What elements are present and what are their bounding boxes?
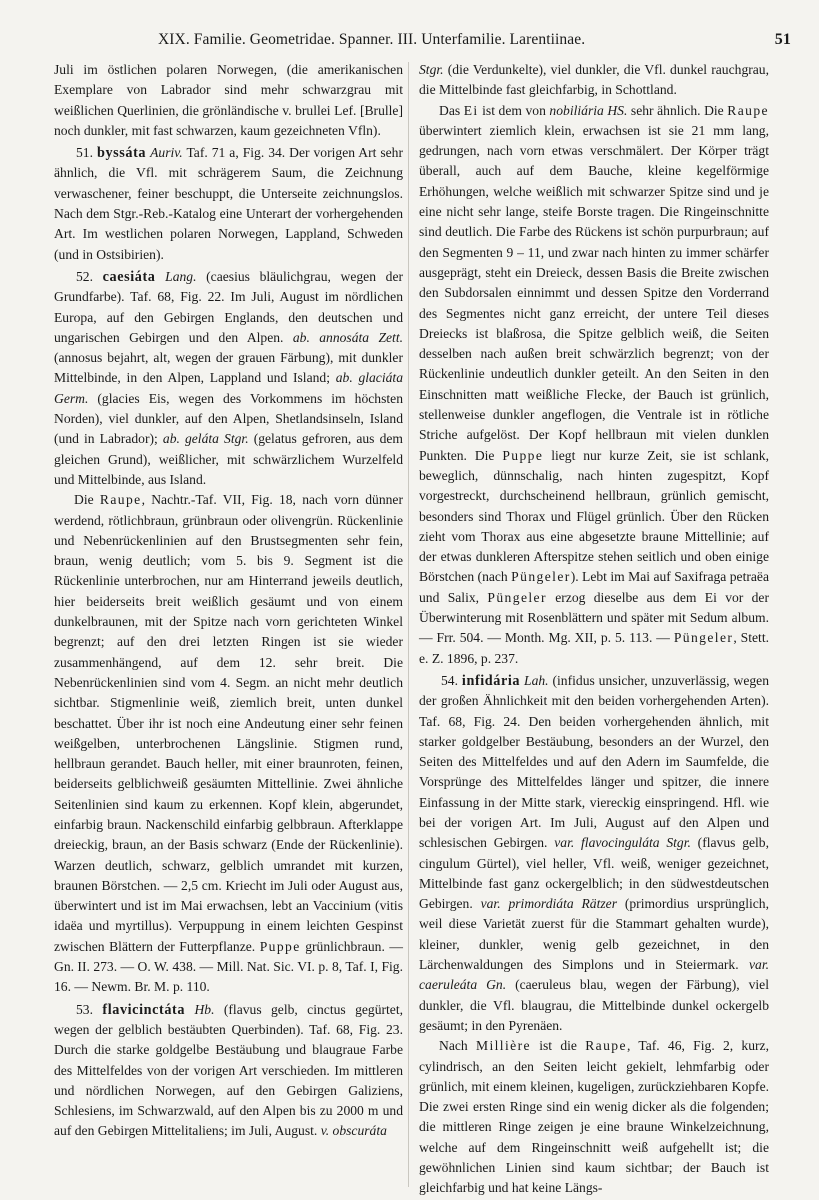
entry-text: (annosus bejahrt, alt, wegen der grauen Färbung), mit dunkler Mittelbinde, in den Alpen, Lappland und Island; bbox=[54, 350, 403, 386]
text: liegt nur kurze Zeit, sie ist schlank, beweglich, dünnschalig, nach hinten zugespitzt, Kopf vorgestreckt, durchscheinend hellbraun, grünlich gemischt, besonders sind Thorax und Flügel grünlich. Über den Rücken zieht vom Thorax aus eine abgesetzte braune Mittellinie; auf der etwas dunkleren Afterspitze stehen seitlich und oben einige Börstchen (nach bbox=[419, 447, 769, 585]
text: Die bbox=[74, 492, 94, 508]
header-title: XIX. Familie. Geometridae. Spanner. III. Unterfamilie. Larentiinae. bbox=[158, 31, 586, 48]
text: sehr ähnlich. Die bbox=[630, 102, 724, 118]
author-pungeler: Püngeler bbox=[673, 630, 734, 646]
entry-number: 53. bbox=[76, 1001, 93, 1017]
right-column bbox=[419, 60, 769, 1199]
author-pungeler: Püngeler bbox=[487, 589, 547, 605]
species-author: Auriv. bbox=[150, 145, 183, 161]
term-ei: Ei bbox=[463, 102, 479, 118]
entry-text: (flavus gelb, cingulum Gürtel), viel heller, Vfl. weiß, weniger gezeichnet, Mittelbinde fast ganz ockergelblich; in den südwestdeutschen Gebirgen. bbox=[419, 835, 769, 912]
text: , Stett. e. Z. 1896, p. 237. bbox=[419, 630, 769, 666]
text: Nach bbox=[439, 1038, 468, 1054]
author-milliere: Millière bbox=[475, 1038, 531, 1054]
paragraph-continuation bbox=[419, 60, 769, 101]
species-author: Lang. bbox=[165, 268, 197, 284]
entry-text: (caesius bläulichgrau, wegen der Grundfarbe). Taf. 68, Fig. 22. Im Juli, August im nördlichen Europa, auf den Gebirgen Englands, den deutschen und ungarischen Gebirgen und den Alpen. bbox=[54, 268, 404, 345]
text: Das bbox=[439, 102, 461, 118]
species-name: flavicinctáta bbox=[102, 1001, 186, 1018]
species-author: Stgr. bbox=[419, 62, 444, 77]
entry-text: (flavus gelb, cinctus gegürtet, wegen der gelblich bestäubten Querbinden). Taf. 68, Fig. 23. Durch die starke goldgelbe Bestäubung und blaugraue Farbe des Mittelfeldes von der vorigen Art verschieden. Im mittleren und nördlichen Norwegen, auf den Gebirgen Galiziens, Schlesiens, im Schwarzwald, auf den Alpen bis zu 2000 m und auf den Gebirgen Mittelitaliens; im Juli, August. bbox=[54, 1001, 403, 1139]
species-author: Lah. bbox=[524, 672, 549, 688]
entry-text: (caeruleus blau, wegen der Färbung), viel dunkler, die Vfl. blaugrau, die Mittelbinde dunkel ockergelb gesäumt; in den Pyrenäen. bbox=[419, 977, 769, 1033]
text: , Taf. 46, Fig. 2, kurz, cylindrisch, an den Seiten leicht gekielt, lehmfarbig oder grünlich, mit einem kleinen, kugeligen, zurückziehbaren Kopfe. Die zwei ersten Ringe sind ein wenig dicker als die folgenden; die mittleren Ringe zeigen je eine braune Winkelzeichnung, welche auf dem Ringeinschnitt weiß aufgehellt ist; die gewöhnlichen Linien sind kaum sichtbar; der Bauch ist gleichfarbig und hat keine Längs- bbox=[419, 1038, 769, 1196]
aberration-name: ab. annosáta Zett. bbox=[292, 329, 403, 345]
text: ist die bbox=[539, 1038, 577, 1054]
term-raupe: Raupe bbox=[99, 492, 142, 508]
aberration-name: ab. geláta Stgr. bbox=[162, 431, 249, 447]
term-puppe: Puppe bbox=[502, 447, 544, 463]
entry-text: (gelatus gefroren, aus dem gleichen Grund), weißlicher, mit schwärzlichem Wurzelfeld und Mittelbinde, aus Island. bbox=[54, 431, 403, 487]
paragraph-continuation: Juli im östlichen polaren Norwegen, (die amerikanischen Exemplare von Labrador sind mehr schwarzgrau mit weißlichen Querlinien, die grönländische v. brullei Lef. [Brulle] noch dunkler, mit fast schwarzen, kaum gezeichneten Vfln). bbox=[54, 62, 403, 138]
text: ist dem von bbox=[482, 102, 546, 118]
aberration-name: ab. glaciáta Germ. bbox=[54, 370, 403, 406]
text: grünlichbraun. — Gn. II. 273. — O. W. 438. — Mill. Nat. Sic. VI. p. 8, Taf. I, Fig. 16. — Newm. Br. M. p. 110. bbox=[54, 938, 403, 995]
entry-text: (infidus unsicher, unzuverlässig, wegen der großen Ähnlichkeit mit den beiden vorhergehenden Arten). Taf. 68, Fig. 24. Den beiden vorhergehenden ähnlich, mit starker goldgelber Bestäubung, besonders an der Wurzel, den Seiten des Mittelfeldes und auf den Adern im Saumfelde, die Vorsprünge des Mittelfeldes länger und spitzer, die innere Einfassung in der Mitte stark, viereckig einspringend. Hfl. wie bei der vorigen Art. Im Juli, August auf den Alpen und schlesischen Gebirgen. bbox=[419, 672, 770, 851]
variety-name: var. flavocinguláta Stgr. bbox=[554, 835, 691, 851]
text: erzog dieselbe aus dem Ei vor der Überwinterung mit Rosenblättern und später mit Sedum album. — Frr. 504. — Month. Mg. XII, p. 5. 113. — bbox=[419, 589, 769, 646]
entry-text: (primordius ursprünglich, weil diese Varietät zuerst für die Stammart gehalten wurde), kleiner, dunkler, wenig gelb gezeichnet, in den Lärchenwaldungen des Simplons und in Steiermark. bbox=[419, 896, 770, 973]
species-entry-52 bbox=[54, 267, 403, 490]
entry-text: Taf. 71 a, Fig. 34. Der vorigen Art sehr ähnlich, die Vfl. mit schrägerem Saum, die Zeichnung verwaschener, feiner beschuppt, die Unterseite zeichnungslos. Nach dem Stgr.-Reb.-Katalog eine Unterart der vorhergehenden Art. Im westlichen polaren Norwegen, Lappland, Schweden (und in Ostsibirien). bbox=[54, 145, 403, 262]
reference-species: nobiliária HS. bbox=[549, 102, 628, 118]
entry-text: (glacies Eis, wegen des Vorkommens im höchsten Norden), viel dunkler, auf den Alpen, Shetlandsinseln, Island (und in Labrador); bbox=[54, 390, 403, 447]
species-entry-53 bbox=[54, 1000, 403, 1142]
text: , Nachtr.-Taf. VII, Fig. 18, nach vorn dünner werdend, rötlichbraun, grünbraun oder olivengrün. Rückenlinie und Nebenrückenlinien auf den Brustsegmenten sehr fein, braun, wenig deutlich; vom 5. bis 9. Segment ist die Rückenlinie unterbrochen, nur am Hinterrand jeweils deutlich, hier beiderseits breit weißlich gesäumt und von einem dunkelbraunen, mit der Spitze nach vorn gerichteten Winkel begrenzt; auf den drei letzten Ringen ist sie wieder zusammenhängend, auf dem 12. sehr breit. Die Nebenrückenlinien sind vom 4. Segm. an nicht mehr deutlich sichtbar. Stigmenlinie weiß, ziemlich breit, unten dunkel beschattet. Über ihr ist noch eine Andeutung einer sehr feinen weißgelben, unterbrochenen Längslinie. Stigmen rund, hellbraun gerandet. Bauch heller, mit einer braunroten, feinen, beiderseits gelblichweiß gesäumten Mittellinie. Zwei ähnliche Seitenlinien sind kaum zu erkennen. Kopf klein, abgerundet, einfarbig braun. Nackenschild einfarbig gelbbraun. Afterklappe dreieckig, braun, an der Basis schwarz (Ende der Rückenlinie). Warzen deutlich, schwarz, gelblich umrandet mit kurzen, braunen Börstchen. — 2,5 cm. Kriecht im Juli oder August aus, überwintert und ist im Mai erwachsen, lebt an Vaccinium (vitis idaëa und myrtillus). Verpuppung in einem leichten Gespinst zwischen Blättern der Futterpflanze. bbox=[54, 492, 403, 954]
species-author: Hb. bbox=[194, 1001, 215, 1017]
text: ). Lebt im Mai auf Saxifraga petraëa und Salix, bbox=[419, 569, 769, 605]
larva-description bbox=[419, 1036, 769, 1198]
term-raupe: Raupe bbox=[727, 102, 769, 118]
entry-number: 51. bbox=[76, 145, 93, 161]
page-number: 51 bbox=[774, 31, 791, 48]
species-entry-54 bbox=[419, 671, 769, 1036]
entry-number: 54. bbox=[441, 672, 458, 688]
text: überwintert ziemlich klein, erwachsen ist sie 21 mm lang, gedrungen, nach vorn etwas verschmälert. Der Körper trägt überall, auch auf dem Bauche, kleine kegelförmige Erhöhungen, welche weißlich mit schwarzer Spitze sind und je eine nicht sehr lange, steife Borste tragen. Die Ringeinschnitte sind deutlich. Die Farbe des Rückens ist schön purpurbraun; auf den Segmenten 9 – 11, und zwar nach hinten zu immer schärfer ausgeprägt, steht ein Dreieck, dessen Basis die Breite zwischen den Subdorsalen einnimmt und dessen Spitze den Vorderrand des Segmentes nicht ganz erreicht, der untere Teil dieses Dreiecks ist blaßrosa, die Spitze gelblich weiß, die Seiten desselben nach außen breit schwärzlich begrenzt; von der Rückenlinie undeutlich dunkler geteilt. An den Seiten in den Einschnitten matt weißliche Flecke, der Bauch ist grünlich, stellenweise dunkler angeflogen, die Ventrale ist in rötliche Striche aufgelöst. Der Kopf hellbraun mit vielen dunklen Punkten. Die bbox=[419, 122, 769, 463]
species-name: infidária bbox=[461, 672, 521, 689]
species-name: caesiáta bbox=[102, 268, 156, 285]
term-puppe: Puppe bbox=[259, 938, 301, 954]
term-raupe: Raupe bbox=[585, 1038, 627, 1054]
egg-larva-description bbox=[419, 101, 769, 669]
species-name: byssáta bbox=[96, 145, 147, 162]
species-entry-51 bbox=[54, 143, 403, 265]
running-header bbox=[62, 28, 799, 54]
entry-number: 52. bbox=[76, 268, 93, 284]
larva-description bbox=[54, 490, 403, 997]
column-divider bbox=[408, 62, 409, 1187]
text: (die Verdunkelte), viel dunkler, die Vfl. dunkel rauchgrau, die Mittelbinde fast gleichfarbig, in Schottland. bbox=[419, 62, 769, 98]
variety-name: var. primordiáta Rätzer bbox=[480, 896, 617, 912]
variety-name: var. caeruleáta Gn. bbox=[419, 957, 769, 993]
author-pungeler: Püngeler bbox=[511, 569, 571, 585]
variety-name: v. obscuráta bbox=[320, 1123, 387, 1139]
left-column bbox=[54, 60, 403, 1142]
